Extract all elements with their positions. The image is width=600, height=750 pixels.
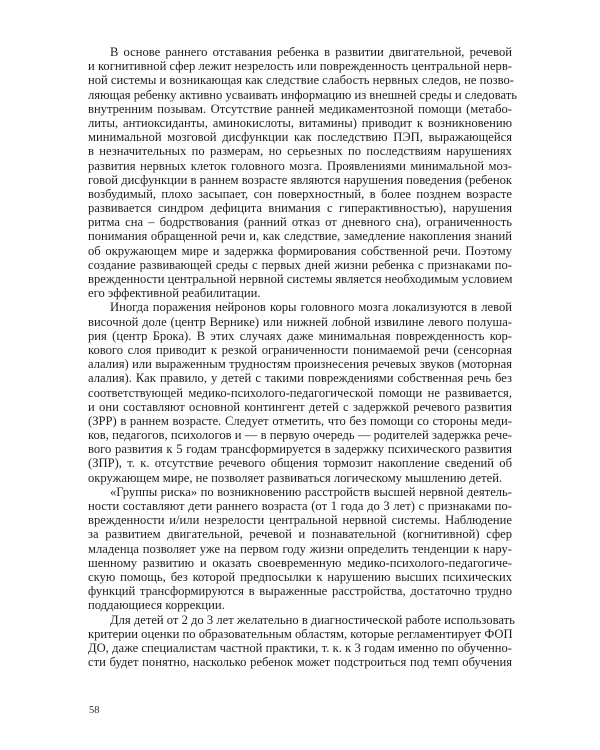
paragraph [88,485,512,613]
text-line: об окружающем мире и задержка формирования собственной речи. Поэтому [88,243,512,258]
text-line: врежденности и/или незрелости центральной нервной системы. Наблюдение [88,513,512,528]
text-line: за развитием двигательной, речевой и познавательной (когнитивной) сфер [88,527,512,542]
text-line: (ЗРР) в раннем возрасте. Следует отметить, что без помощи со стороны меди- [88,413,512,428]
page-number: 58 [89,705,100,716]
text-line: Иногда поражения нейронов коры головного мозга локализуются в левой [110,300,512,315]
text-line: функций трансформируются в выраженные расстройства, достаточно трудно [88,584,512,599]
text-line: ритма сна – бодрствования (ранний отказ от дневного сна), ограниченность [88,215,512,230]
text-line: врежденности центральной нервной системы является необходимым условием [88,272,513,286]
text-line: ДО, даже специалистам частной практики, т. к. к 3 годам именно по обученно- [88,640,512,655]
text-line: (ЗПР), т. к. отсутствие речевого общения тормозит накопление сведений об [88,456,512,471]
text-line: ляющая ребенку активно усваивать информацию из внешней среды и следовать [88,87,518,102]
text-line: ной системы и возникающая как следствие слабость нервных следов, не позво- [88,73,514,88]
text-line: шенному развитию и оказать своевременную медико-психолого-педагогиче- [88,555,512,570]
text-line: возбудимый, плохо засыпает, сон поверхностный, в более позднем возрасте [88,186,512,201]
text-line: ности составляют дети раннего возраста (от 1 года до 3 лет) с признаками по- [88,499,512,513]
paragraph [88,612,515,670]
text-line: минимальной мозговой дисфункции как последствию ПЭП, выражающейся [88,130,512,145]
text-line: окружающем мире, не позволяет развиваться логическому мышлению детей. [88,470,503,485]
text-line: создание развивающей среды с первых дней жизни ребенка с признаками по- [88,257,512,272]
text-line: «Группы риска» по возникновению расстройств высшей нервной деятель- [110,484,512,499]
text-line: вого развития к 5 годам трансформируется в задержку психического развития [88,442,512,457]
text-line: алалия) или выраженным трудностям произнесения речевых звуков (моторная [88,357,512,372]
text-line: височной доле (центр Вернике) или нижней лобной извилине левого полуша- [88,314,512,329]
text-line: внутренним позывам. Отсутствие ранней медикаментозной помощи (метабо- [88,101,512,116]
text-line: алалия). Как правило, у детей с такими повреждениями собственная речь без [88,371,512,386]
text-line: развития нервных клеток головного мозга. Проявлениями минимальной моз- [88,158,512,173]
text-line: его эффективной реабилитации. [88,286,261,301]
text-line: младенца позволяет уже на первом году жизни определить тенденции к нару- [88,541,512,556]
text-line: поддающиеся коррекции. [88,598,225,613]
text-line: ков, педагогов, психологов и — в первую очередь — родителей задержка рече- [88,428,512,443]
text-line: кового слоя приводит к резкой ограниченности понимаемой речи (сенсорная [88,342,512,357]
text-line: рия (центр Брока). В этих случаях даже минимальная поврежденность кор- [88,328,512,343]
body-text [88,45,518,670]
text-line: критерии оценки по образовательным областям, которые регламентирует ФОП [88,626,513,641]
text-line: В основе раннего отставания ребенка в развитии двигательной, речевой [110,45,512,59]
text-line: литы, антиоксиданты, аминокислоты, витамины) приводит к возникновению [88,115,512,130]
text-line: и они составляют основной контингент детей с задержкой речевого развития [88,399,512,414]
text-line: говой дисфункции в раннем возрасте являются нарушения поведения (ребенок [88,172,512,187]
text-line: скую помощь, без которой предпосылки к нарушению высших психических [88,569,512,584]
text-line: и когнитивной сфер лежит незрелость или поврежденность центральной нерв- [88,59,512,74]
text-line: соответствующей медико-психолого-педагогической помощи не развивается, [88,385,512,400]
paragraph [88,45,518,301]
text-line: Для детей от 2 до 3 лет желательно в диагностической работе использовать [110,612,515,627]
text-line: сти будет понятно, насколько ребенок может подстроиться под темп обучения [88,655,512,670]
text-line: в незначительных по размерам, но серьезных по последствиям нарушениях [88,144,512,159]
text-line: развивается синдром дефицита внимания с гиперактивностью), нарушения [88,201,512,216]
text-line: понимания обращенной речи и, как следствие, замедление накопления знаний [88,229,512,244]
paragraph [88,300,512,484]
